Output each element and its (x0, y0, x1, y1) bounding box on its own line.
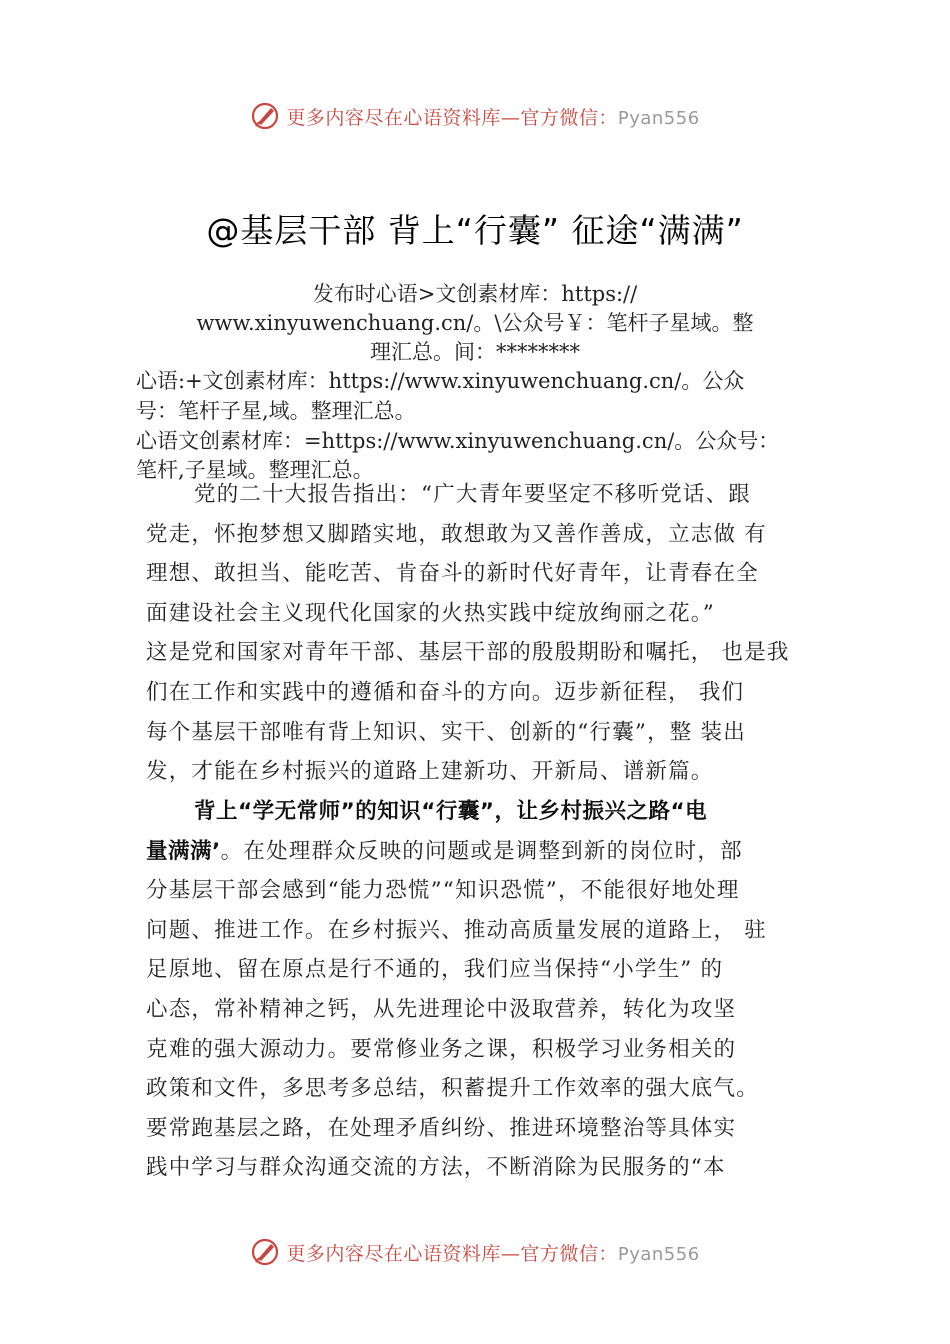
paragraph-intro (146, 475, 836, 792)
paragraph-line: 党的二十大报告指出：“广大青年要坚定不移听党话、跟 (194, 482, 751, 507)
banner-wechat-id: Pyan556 (617, 1243, 700, 1265)
meta-line: 发布时心语>文创素材库：https:// (312, 282, 638, 306)
paragraph-line: 要常跑基层之路，在处理矛盾纠纷、推进环境整治等具体实 (146, 1115, 737, 1141)
paragraph-line: 践中学习与群众沟通交流的方法，不断消除为民服务的“本 (146, 1155, 726, 1181)
paragraph-line: 党走，怀抱梦想又脚踏实地，敢想敢为又善作善成，立志做 有 (146, 521, 767, 547)
paragraph-line: 问题、推进工作。在乡村振兴、推动高质量发展的道路上， 驻 (146, 917, 767, 943)
footer-banner (0, 1232, 950, 1272)
source-line: 笔杆,子星域。整理汇总。 (136, 458, 374, 482)
paragraph-line: 足原地、留在原点是行不通的，我们应当保持“小学生” 的 (146, 957, 724, 983)
meta-line: www.xinyuwenchuang.cn/。\公众号￥：笔杆子星域。整 (196, 311, 754, 335)
paragraph-line (146, 832, 836, 872)
paragraph-text: 。在处理群众反映的问题或是调整到新的岗位时，部 (220, 838, 743, 864)
paragraph-line: 每个基层干部唯有背上知识、实干、创新的“行囊”，整 装出 (146, 719, 746, 745)
pen-seal-logo-icon (250, 1237, 280, 1267)
paragraph-line: 克难的强大源动力。要常修业务之课，积极学习业务相关的 (146, 1036, 737, 1062)
paragraph-line: 政策和文件，多思考多总结，积蓄提升工作效率的强大底气。 (146, 1076, 759, 1102)
banner-suffix: 官方微信： (520, 106, 618, 129)
pen-seal-logo-icon (250, 101, 280, 131)
header-banner (0, 96, 950, 136)
banner-text (286, 1239, 699, 1266)
banner-suffix: 官方微信： (520, 1242, 618, 1265)
source-line: 号：笔杆子星,域。整理汇总。 (136, 399, 416, 423)
source-line: 心语:+文创素材库：https://www.xinyuwenchuang.cn/。公众 (136, 369, 745, 393)
banner-dash: — (500, 106, 521, 129)
source-line: 心语文创素材库：=https://www.xinyuwenchuang.cn/。公众号： (136, 429, 780, 453)
banner-main: 更多内容尽在心语资料库 (286, 106, 501, 129)
banner-wechat-id: Pyan556 (617, 107, 700, 129)
paragraph-line: 心态，常补精神之钙，从先进理论中汲取营养，转化为攻坚 (146, 996, 737, 1022)
meta-line: 理汇总。间：******** (370, 340, 580, 364)
paragraph-line: 理想、敢担当、能吃苦、肯奋斗的新时代好青年，让青春在全 (146, 561, 759, 587)
paragraph-line: 面建设社会主义现代化国家的火热实践中绽放绚丽之花。” (146, 600, 715, 626)
banner-dash: — (500, 1242, 521, 1265)
paragraph-line: 这是党和国家对青年干部、基层干部的殷殷期盼和嘱托， 也是我 (146, 640, 790, 666)
banner-text (286, 103, 699, 130)
section-heading-tail: 量满满’ (146, 838, 221, 864)
paragraph-knowledge (146, 792, 836, 1188)
banner-main: 更多内容尽在心语资料库 (286, 1242, 501, 1265)
section-heading: 背上“学无常师”的知识“行囊”，让乡村振兴之路“电 (194, 799, 708, 824)
paragraph-line: 们在工作和实践中的遵循和奋斗的方向。迈步新征程， 我们 (146, 679, 745, 705)
paragraph-line: 发，才能在乡村振兴的道路上建新功、开新局、谱新篇。 (146, 759, 714, 785)
document-title: @基层干部 背上“行囊” 征途“满满” (206, 211, 744, 250)
paragraph-line: 分基层干部会感到“能力恐慌”“知识恐慌”，不能很好地处理 (146, 878, 740, 904)
